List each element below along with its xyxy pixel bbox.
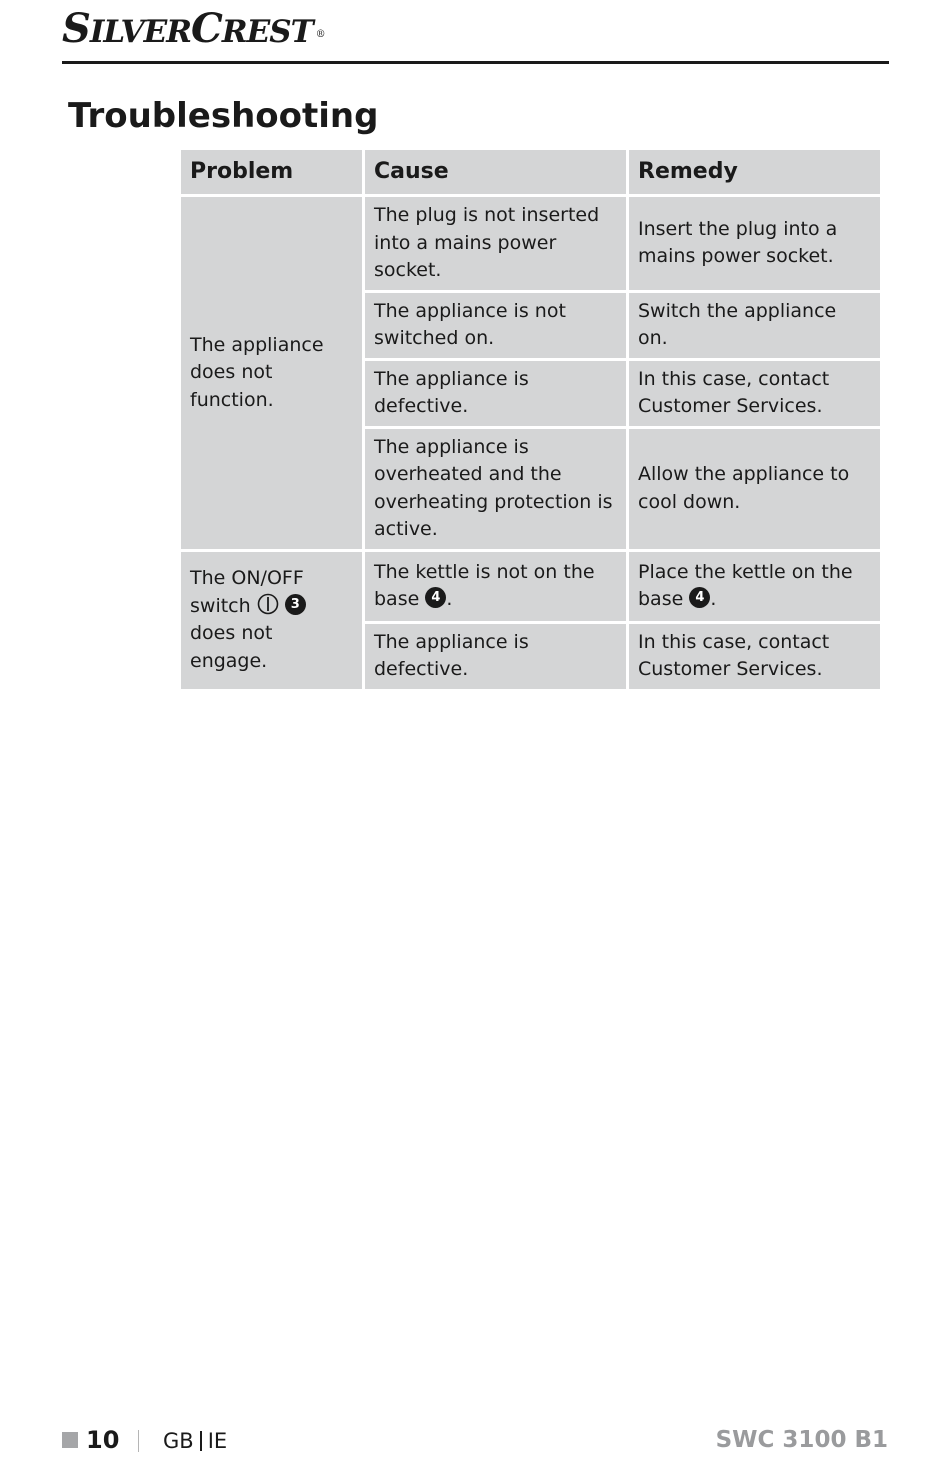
cause-cell: The kettle is not on the base 4 . <box>364 550 628 622</box>
header-remedy: Remedy <box>628 149 882 196</box>
header-cause: Cause <box>364 149 628 196</box>
cause-cell: The appliance is overheated and the overheating protection is active. <box>364 427 628 550</box>
problem-cell: The ON/OFF switch 3 does not engage. <box>180 550 364 690</box>
cause-cell: The appliance is defective. <box>364 622 628 690</box>
brand-logo: SILVERCREST ® <box>62 5 325 52</box>
language-codes: GB IE <box>163 1429 228 1453</box>
section-title: Troubleshooting <box>68 96 379 136</box>
cause-cell: The appliance is defective. <box>364 359 628 427</box>
table-row <box>180 196 882 292</box>
troubleshooting-table <box>178 147 883 692</box>
model-number: SWC 3100 B1 <box>715 1427 888 1453</box>
remedy-cell: In this case, contact Customer Services. <box>628 622 882 690</box>
power-switch-icon <box>257 593 279 615</box>
table-header-row <box>180 149 882 196</box>
header-problem: Problem <box>180 149 364 196</box>
remedy-cell: Place the kettle on the base 4 . <box>628 550 882 622</box>
page-footer <box>0 1424 950 1456</box>
ref-number-badge: 4 <box>425 587 446 608</box>
footer-separator <box>138 1430 139 1452</box>
page-number: 10 <box>86 1426 120 1454</box>
remedy-cell: Switch the appliance on. <box>628 291 882 359</box>
table-row <box>180 550 882 622</box>
remedy-cell: Insert the plug into a mains power socket. <box>628 196 882 292</box>
remedy-cell: Allow the appliance to cool down. <box>628 427 882 550</box>
ref-number-badge: 3 <box>285 594 306 615</box>
cause-cell: The appliance is not switched on. <box>364 291 628 359</box>
problem-cell: The appliance does not function. <box>180 196 364 551</box>
ref-number-badge: 4 <box>689 587 710 608</box>
header-divider <box>62 61 889 64</box>
cause-cell: The plug is not inserted into a mains power socket. <box>364 196 628 292</box>
footer-square-marker <box>62 1432 78 1448</box>
remedy-cell: In this case, contact Customer Services. <box>628 359 882 427</box>
language-separator <box>200 1431 202 1451</box>
